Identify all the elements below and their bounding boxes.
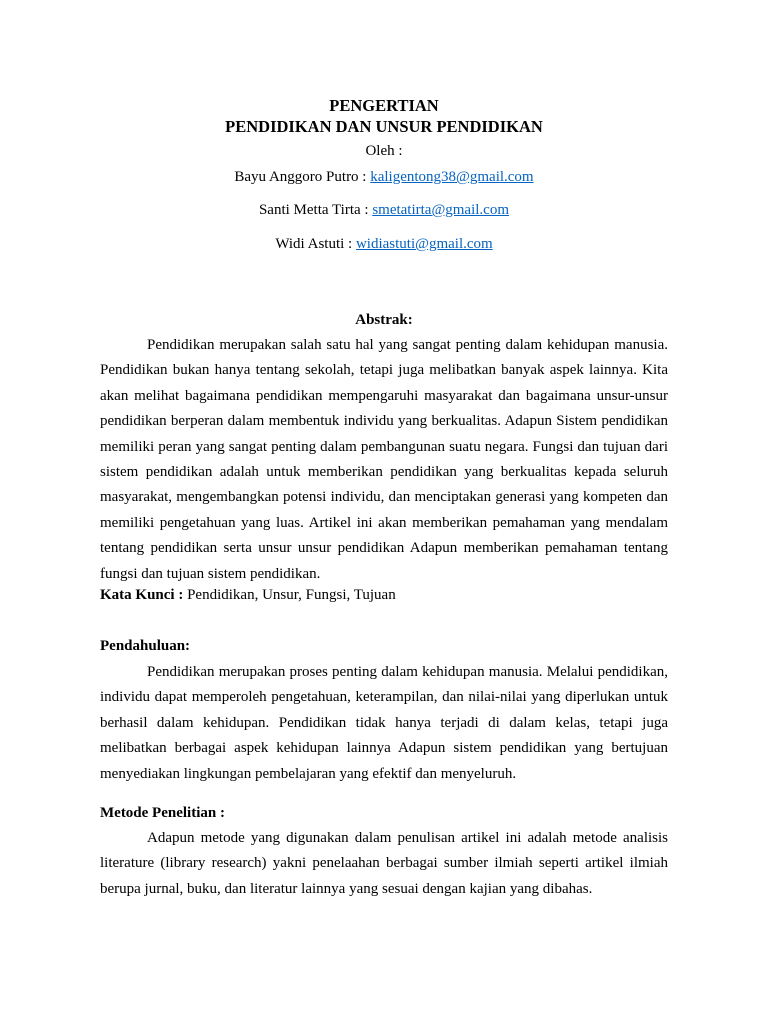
author-email-link[interactable]: kaligentong38@gmail.com [370,169,534,185]
author-3 [0,236,768,253]
author-email-link[interactable]: smetatirta@gmail.com [372,202,510,218]
abstract-heading: Abstrak: [355,312,413,328]
keywords [100,587,396,604]
abstract-body: Pendidikan merupakan salah satu hal yang sangat penting dalam kehidupan manusia. Pendidikan bukan hanya tentang sekolah, tetapi juga melibatkan banyak aspek lainnya. Kita akan melihat bagaimana pendidikan mempengaruhi masyarakat dan bagaimana unsur-unsur pendidikan berperan dalam membentuk individu yang berkualitas. Adapun Sistem pendidikan memiliki peran yang sangat penting dalam pembangunan suatu negara. Fungsi dan tujuan dari sistem pendidikan adalah untuk memberikan pendidikan yang berkualitas kepada seluruh masyarakat, mengembangkan potensi individu, dan menciptakan generasi yang kompeten dan memiliki pengetahuan yang luas. Artikel ini akan memberikan pemahaman yang mendalam tentang pendidikan serta unsur unsur pendidikan Adapun memberikan pemahaman tentang fungsi dan tujuan sistem pendidikan. [100,337,668,582]
document-title [0,95,768,137]
keywords-label: Kata Kunci : [100,587,184,603]
author-name: Widi Astuti : [275,236,356,252]
introduction-heading: Pendahuluan: [100,638,191,654]
author-name: Bayu Anggoro Putro : [234,169,371,185]
title-line-1: PENGERTIAN [329,96,439,115]
title-line-2: PENDIDIKAN DAN UNSUR PENDIDIKAN [225,117,543,136]
introduction-body: Pendidikan merupakan proses penting dalam kehidupan manusia. Melalui pendidikan, individu dapat memperoleh pengetahuan, keterampilan, dan nilai-nilai yang diperlukan untuk berhasil dalam kehidupan. Pendidikan tidak hanya terjadi di dalam kelas, tetapi juga melibatkan berbagai aspek kehidupan lainnya Adapun sistem pendidikan yang bertujuan menyediakan lingkungan pembelajaran yang efektif dan menyeluruh. [100,664,668,782]
byline: Oleh : [365,143,403,159]
method-body: Adapun metode yang digunakan dalam penulisan artikel ini adalah metode analisis literature (library research) yakni penelaahan berbagai sumber ilmiah seperti artikel ilmiah berupa jurnal, buku, dan literatur lainnya yang sesuai dengan kajian yang dibahas. [100,830,668,897]
keywords-value: Pendidikan, Unsur, Fungsi, Tujuan [183,587,396,603]
author-2 [0,202,768,219]
author-1 [0,169,768,186]
author-name: Santi Metta Tirta : [258,202,373,218]
method-heading: Metode Penelitian : [100,805,225,821]
author-email-link[interactable]: widiastuti@gmail.com [355,236,493,252]
